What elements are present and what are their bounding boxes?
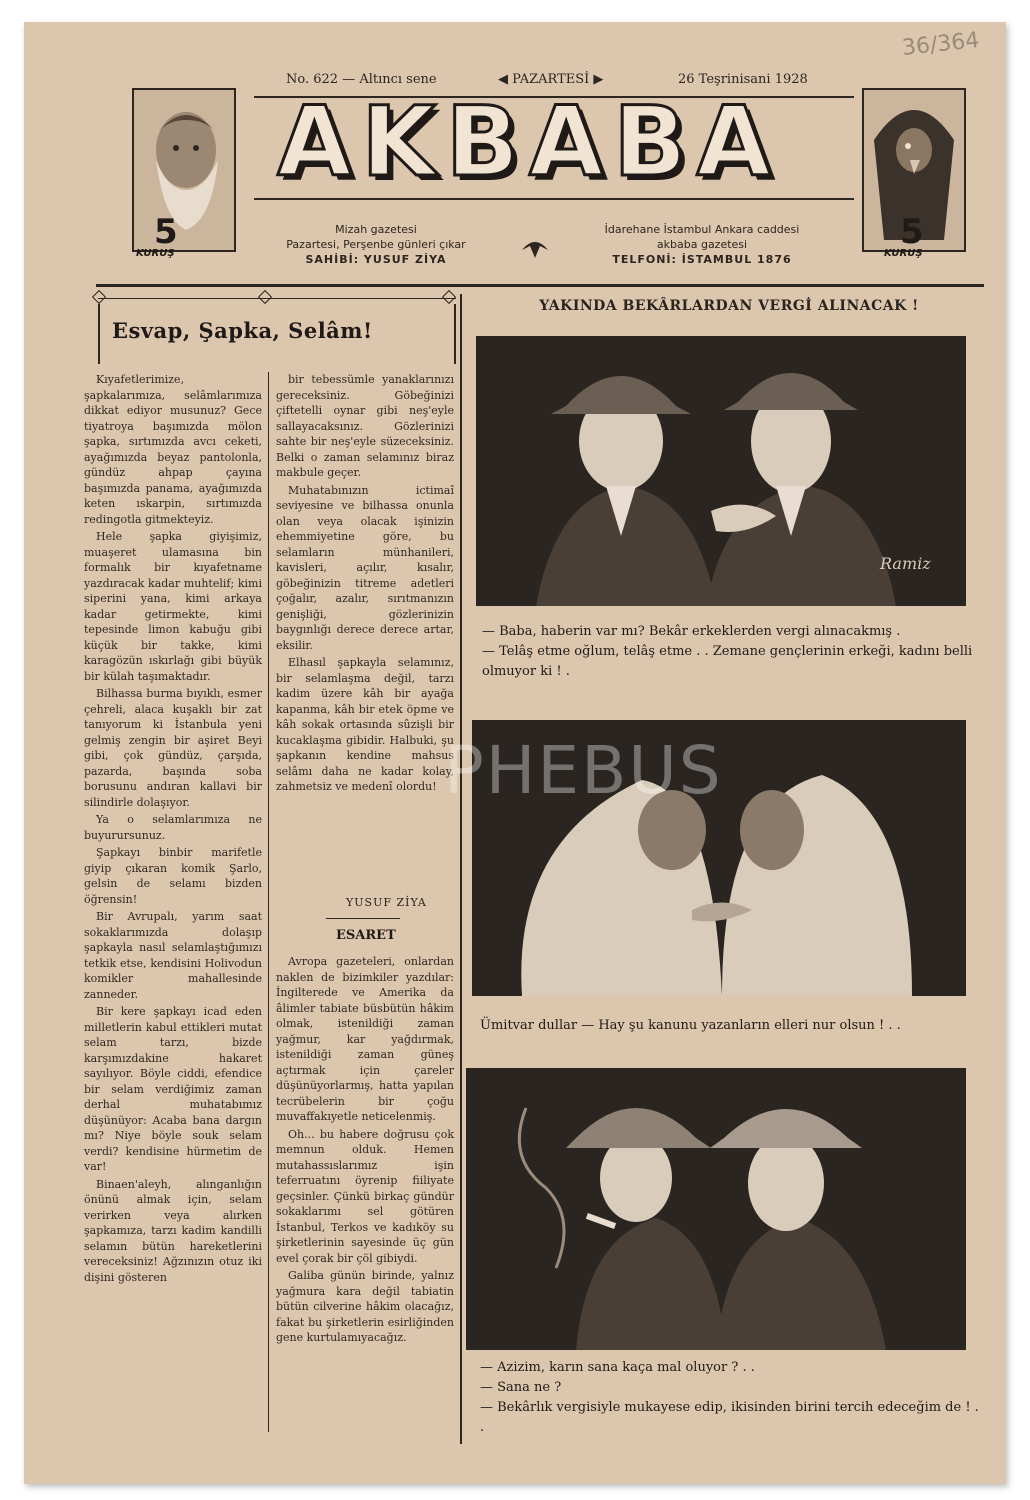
price-left: 5 [154, 212, 178, 252]
info-owner: SAHİBİ: YUSUF ZİYA [305, 253, 447, 266]
paragraph: Bilhassa burma bıyıklı, esmer çehreli, alaca kuşaklı bir zat tanıyorum ki İstanbula yeni gelmiş zengin bir aşiret Beyi gibi, çok gündüz, çarşıda, pazarda, başında soba borusunu andıran kallavi bir silindirle dolaşıyor. [84, 687, 262, 809]
esaret-title: ESARET [336, 928, 396, 943]
paragraph: Şapkayı binbir marifetle giyip çıkaran komik Şarlo, gelsin de selamı bizden öğrensin! [84, 846, 262, 906]
cartoon-panel-1 [476, 336, 966, 606]
paragraph: Galiba günün birinde, yalnız yağmura kara değil tabiatin bütün cilverine hâkim olacağız, fakat bu şirketlerin esirliğinden gene kurtulamıyacağız. [276, 1269, 454, 1344]
info-schedule: Pazartesi, Perşenbe günleri çıkar [286, 238, 466, 251]
paragraph: Kıyafetlerimize, şapkalarımıza, selâmlarımıza dikkat ediyor musunuz? Gece tiyatroya başımızda mölon şapka, sırtımızda avcı ceketi, ayağımızda beyaz pantolonla, gündüz ahpap çayına başımızda panama, ayağımızda keten ıskarpin, sırtımızda redingotla gitmekteyiz. [84, 373, 262, 526]
caption-line: — Azizim, karın sana kaça mal oluyor ? . . [480, 1360, 755, 1375]
issue-date: 26 Teşrinisani 1928 [678, 72, 808, 87]
esaret-column [276, 954, 454, 1348]
price-right: 5 [900, 212, 924, 252]
paragraph: Muhatabınızın ictimaî seviyesine ve bilhassa onunla olan veya olacak işinizin ehemmiyetine göre, bu selamların münhanileri, kavisleri, açılır, kısalır, göbeğinizin titreme adetleri çoğalır, azalır, sırıtmanızın genişliği, gözlerinizin baygınlığı derece derece artar, eksilir. [276, 483, 454, 652]
currency-left: KURUŞ [136, 248, 175, 259]
caption-line: — Bekârlık vergisiyle mukayese edip, ikisinden birini tercih edeceğim de ! . . [480, 1400, 979, 1435]
title-side-rule-right [454, 304, 456, 364]
paragraph: bir tebessümle yanaklarınızı gereceksiniz. Göbeğinizi çiftetelli oynar gibi neş'eyle sallayacaksınız. Gözlerinizi sahte bir neş'eyle süzeceksiniz. Belki o zaman selamınız biraz makbule geçer. [276, 373, 454, 479]
panel-2-caption: Ümitvar dullar — Hay şu kanunu yazanların elleri nur olsun ! . . [480, 1018, 901, 1033]
issue-number: No. 622 — Altıncı sene [286, 72, 437, 87]
currency-right: KURUŞ [884, 248, 923, 259]
section-rule [326, 918, 400, 919]
caption-line: — Baba, haberin var mı? Bekâr erkeklerden vergi alınacakmış . [482, 624, 901, 639]
info-name: akbaba gazetesi [656, 238, 748, 251]
archive-number: 36/364 [900, 28, 981, 61]
paragraph: Hele şapka giyişimiz, muaşeret ulamasına bin formalık bir kıyafetname yazdıracak kadar muhtelif; kimi siperini yana, kimi arkaya kadar getirmekte, kimi tepesinde limon kabuğu gibi küçük bir takke, kimi karagözün ıskırlağı gibi büyük bir külah taşımaktadır. [84, 530, 262, 683]
article-column-1 [84, 372, 262, 1287]
article-author: YUSUF ZİYA [346, 896, 427, 909]
paragraph: Bir Avrupalı, yarım saat sokaklarımızda dolaşıp şapkayla nasıl selamlaştığımızı tetkik etse, kendisini Holivodun komikler mahallesinde zanneder. [84, 910, 262, 1001]
day-label: PAZARTESİ [512, 72, 590, 87]
main-column-rule [460, 294, 462, 1444]
info-address: İdarehane İstambul Ankara caddesi [604, 223, 800, 236]
masthead-info-right [572, 222, 832, 267]
masthead-rule [254, 198, 854, 200]
article-column-2 [276, 372, 454, 797]
info-phone: TELFONİ: İSTAMBUL 1876 [612, 253, 792, 266]
cartoon-signature: Ramiz [880, 554, 931, 573]
paragraph: Ya o selamlarımıza ne buyurursunuz. [84, 813, 262, 842]
paragraph: Elhasıl şapkayla selamınız, bir selamlaşma değil, tarzı kadim üzere kâh bir ayağa kapanma, kâh bir etek öpme ve kâh sokak ortasında sûzişli bir kucaklaşma gibidir. Halbuki, şu şapkanın kendine mahsus selâmı daha ne kadar kolay, zahmetsiz ve medenî olordu! [276, 656, 454, 793]
masthead [204, 86, 854, 198]
cartoon-panel-3 [466, 1068, 966, 1350]
column-rule [268, 372, 269, 1432]
paragraph: Avropa gazeteleri, onlardan naklen de bizimkiler yazdılar: İngilterede ve Amerika da âlimler tabiate büsbütün hâkim olmak, istenildiği zaman yağmur, kar yağdırmak, istenildiği zaman güneş açtırmak için çareler düşünüyorlarmış, hatta yapılan tecrübelerin bir çoğu muvaffakıyetle neticelenmiş. [276, 955, 454, 1123]
paragraph: Bir kere şapkayı icad eden milletlerin kabul ettikleri mutat selam tarzı, bizde karşımızdakine hakaret sayılıyor. Böyle ciddi, efendice bir selam verdiğimiz zaman derhal muhatabımız düşünüyor: Acaba bana dargın mı? Niye böyle souk selam verdi? kendisine hürmetim de var! [84, 1005, 262, 1173]
caption-line: — Sana ne ? [480, 1380, 562, 1395]
newspaper-page [24, 22, 1006, 1484]
article-title: Esvap, Şapka, Selâm! [112, 318, 373, 343]
info-subtitle: Mizah gazetesi [335, 223, 417, 236]
paragraph: Oh... bu habere doğrusu çok memnun olduk. Hemen mutahassıslarımız işin teferruatını öyrenip fiiliyate geçsinler. Çünkü birkaç gündür sokaklarımı sel götüren İstanbul, Terkos ve kadıköy su şirketlerinin sayesinde üç gün evel çorak bir çöl gibiydi. [276, 1127, 454, 1265]
issue-day: ◀ PAZARTESİ ▶ [498, 72, 604, 87]
watermark: PHEBUS [444, 732, 723, 809]
paragraph: Binaen'aleyh, alınganlığın önünü almak için, selam verirken veya alırken şapkamıza, tarzı kadim kandilli selamın bütün hareketlerini vereceksiniz! Ağzınızın otuz iki dişini gösteren [84, 1177, 262, 1284]
caption-line: — Telâş etme oğlum, telâş etme . . Zemane gençlerinin erkeği, kadını belli olmuyor ki ! . [482, 644, 973, 679]
cartoon-title: YAKINDA BEKÂRLARDAN VERGİ ALINACAK ! [539, 298, 919, 314]
panel-1-caption [482, 622, 976, 682]
masthead-title: AKBABA [277, 86, 781, 198]
masthead-info-left [256, 222, 496, 267]
panel-3-caption [480, 1358, 980, 1438]
title-side-rule-left [98, 304, 100, 364]
vulture-icon [520, 232, 550, 262]
header-bottom-rule [96, 284, 984, 287]
